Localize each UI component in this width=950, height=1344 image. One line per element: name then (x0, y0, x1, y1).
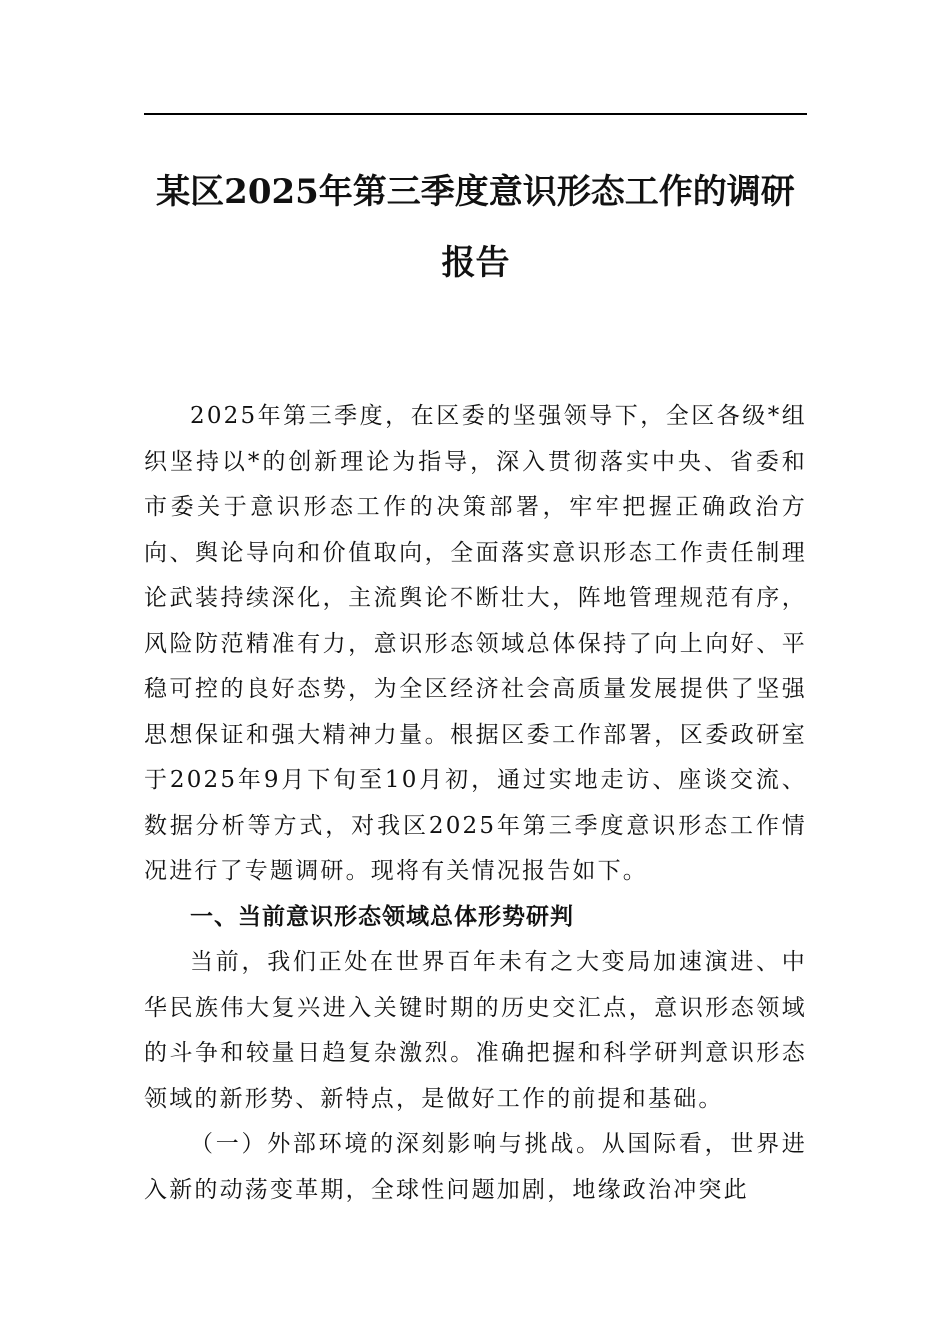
document-body (144, 394, 807, 1213)
document-title (144, 168, 807, 287)
subsection-1-text: 从国际看，世界进入新的动荡变革期，全球性问题加剧，地缘政治冲突此 (144, 1131, 807, 1203)
header-rule (144, 113, 807, 115)
title-line-2: 报告 (441, 243, 510, 283)
title-line-1: 某区2025年第三季度意识形态工作的调研 (156, 172, 795, 212)
subsection-1-title: （一）外部环境的深刻影响与挑战。 (190, 1131, 602, 1157)
section-1-heading: 一、当前意识形态领域总体形势研判 (190, 903, 574, 930)
section-1-paragraph: 当前，我们正处在世界百年未有之大变局加速演进、中华民族伟大复兴进入关键时期的历史交汇点，意识形态领域的斗争和较量日趋复杂激烈。准确把握和科学研判意识形态领域的新形势、新特点，是做好工作的前提和基础。 (144, 949, 807, 1112)
subsection-1-paragraph (144, 1122, 807, 1213)
intro-paragraph: 2025年第三季度，在区委的坚强领导下，全区各级*组织坚持以*的创新理论为指导，深入贯彻落实中央、省委和市委关于意识形态工作的决策部署，牢牢把握正确政治方向、舆论导向和价值取向，全面落实意识形态工作责任制理论武装持续深化，主流舆论不断壮大，阵地管理规范有序，风险防范精准有力，意识形态领域总体保持了向上向好、平稳可控的良好态势，为全区经济社会高质量发展提供了坚强思想保证和强大精神力量。根据区委工作部署，区委政研室于2025年9月下旬至10月初，通过实地走访、座谈交流、数据分析等方式，对我区2025年第三季度意识形态工作情况进行了专题调研。现将有关情况报告如下。 (144, 403, 807, 884)
